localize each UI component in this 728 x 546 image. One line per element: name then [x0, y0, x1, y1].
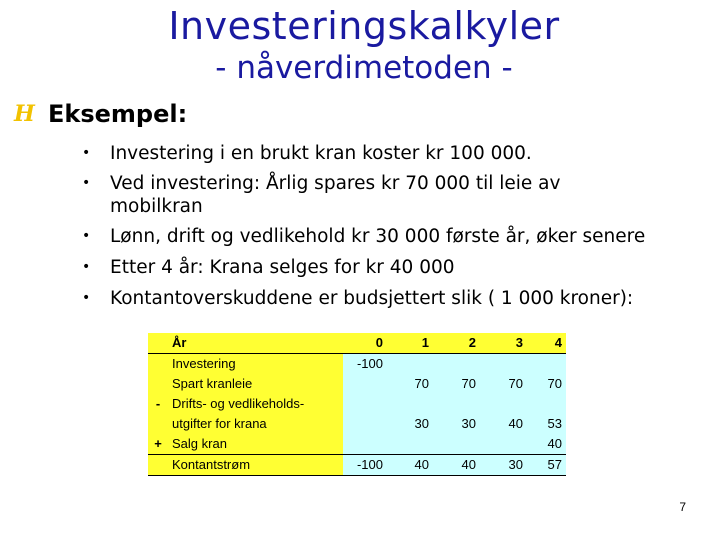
cash-flow-table — [148, 333, 566, 476]
bullet-dot-icon: • — [82, 175, 91, 191]
table-row: Investering -100 — [148, 354, 566, 375]
bullet-dot-icon: • — [82, 259, 91, 275]
row-label: Investering — [168, 354, 343, 375]
row-label: Kontantstrøm — [168, 455, 343, 476]
row-label: Spart kranleie — [168, 374, 343, 394]
row-label: År — [168, 333, 343, 354]
bullet-item: • Ved investering: Årlig spares kr 70 000 til leie av mobilkran — [82, 173, 561, 217]
slide-subtitle: - nåverdimetoden - — [215, 50, 513, 86]
bullet-dot-icon: • — [82, 228, 91, 244]
bullet-item: • Lønn, drift og vedlikehold kr 30 000 første år, øker senere — [82, 226, 646, 247]
bullet-dot-icon: • — [82, 145, 91, 161]
row-label: Salg kran — [168, 434, 343, 455]
table-header-row: År 0 1 2 3 4 — [148, 333, 566, 354]
bullet-dot-icon: • — [82, 290, 91, 306]
example-heading: Eksempel: — [48, 100, 188, 128]
bullet-item: • Investering i en brukt kran koster kr 100 000. — [82, 143, 532, 164]
slide-title: Investeringskalkyler — [168, 4, 560, 48]
table-total-row: Kontantstrøm -100 40 40 30 57 — [148, 455, 566, 476]
bullet-item: • Kontantoverskuddene er budsjettert slik ( 1 000 kroner): — [82, 288, 634, 309]
table-row: Spart kranleie 70 70 70 70 — [148, 374, 566, 394]
table-row: + Salg kran 40 — [148, 434, 566, 455]
table-row: - Drifts- og vedlikeholds- — [148, 394, 566, 414]
bullet-item: • Etter 4 år: Krana selges for kr 40 000 — [82, 257, 455, 278]
main-bullet — [14, 100, 187, 128]
row-label: utgifter for krana — [168, 414, 343, 434]
table-row: utgifter for krana 30 30 40 53 — [148, 414, 566, 434]
row-label: Drifts- og vedlikeholds- — [168, 394, 343, 414]
bullet-h-icon: H — [14, 101, 35, 127]
page-number: 7 — [679, 500, 686, 514]
